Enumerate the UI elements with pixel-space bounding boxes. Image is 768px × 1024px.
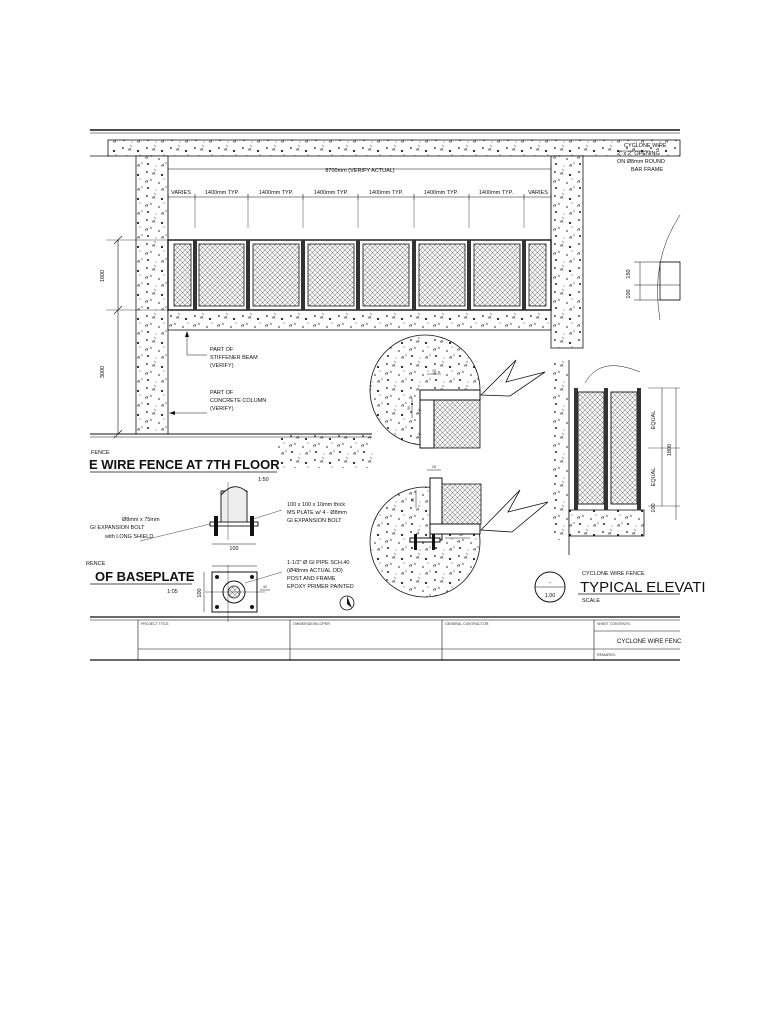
note-line: STIFFENER BEAM — [210, 355, 258, 361]
fence-height-dim: 1800 — [100, 269, 106, 283]
title-baseplate — [86, 561, 195, 595]
note-concrete-column — [210, 390, 268, 412]
note-ms-plate — [287, 502, 348, 524]
detail-bubble-top — [370, 335, 545, 448]
note-line: with LONG SHIELD — [105, 534, 154, 540]
equal-dim: EQUAL — [651, 467, 657, 487]
fence-post — [301, 240, 305, 310]
concrete-column-left — [136, 156, 168, 434]
title-block-label: PROJECT TITLE: — [141, 622, 170, 626]
title-prefix: CYCLONE WIRE FENCE — [582, 571, 645, 577]
plate-width-dim: 100 — [229, 546, 239, 552]
concrete-slab-bottom — [278, 434, 373, 468]
mesh-panel — [529, 244, 546, 306]
note-line: (VERIFY) — [210, 406, 234, 412]
north-arrow-icon — [340, 596, 354, 610]
title-typical-elevation — [535, 571, 706, 604]
segment-label: 1400mm TYP. — [313, 190, 349, 196]
note-line: 100 x 100 x 10mm thick — [287, 502, 346, 508]
detail-dim: 50 — [411, 498, 415, 502]
note-line: 1-1/2" Ø GI PIPE SCH.40 — [287, 560, 350, 566]
detail-dim: 30 — [459, 533, 463, 537]
note-line: 2" x 2" OPENING — [617, 151, 660, 157]
bubble-top: - — [549, 580, 551, 586]
note-line: CYCLONE WIRE — [624, 143, 667, 149]
segment-label: 1400mm TYP. — [204, 190, 240, 196]
side-dim-100: 100 — [626, 289, 632, 299]
title-fence-7th-floor — [89, 450, 280, 483]
segment-label: 1400mm TYP. — [423, 190, 459, 196]
drawing-scale: 1:50 — [258, 477, 269, 483]
segment-label: 1400mm TYP. — [478, 190, 514, 196]
detail-dim: 25 — [432, 465, 436, 469]
fence-post — [522, 240, 526, 310]
title-block-label: GENERAL CONTRACTOR: — [445, 622, 490, 626]
plate-height-dim: 100 — [197, 588, 203, 598]
note-line: BAR FRAME — [631, 167, 664, 173]
fence-panels — [168, 240, 551, 310]
segment-label: VARIES — [528, 190, 548, 196]
mesh-panel — [253, 244, 299, 306]
mesh-panel — [474, 244, 520, 306]
mesh-panel — [578, 392, 604, 504]
title-prefix: FENCE — [91, 450, 110, 456]
detail-dim: 50 — [407, 406, 411, 410]
bubble-bottom: 1.00 — [544, 593, 556, 599]
title-block-label: OWNER/DEVELOPER: — [293, 622, 331, 626]
dimension-extension-lines — [195, 200, 524, 228]
detail-bubble-bottom — [370, 465, 548, 597]
sheet-name: CYCLONE WIRE FENC — [617, 639, 682, 645]
note-line: Ø8mm x 75mm — [122, 517, 160, 523]
equal-dim: EQUAL — [651, 410, 657, 430]
drawing-title: E WIRE FENCE AT 7TH FLOOR — [89, 457, 280, 472]
fence-post — [412, 240, 416, 310]
fence-post — [356, 240, 360, 310]
segment-label: 1400mm TYP. — [258, 190, 294, 196]
mesh-panel — [199, 244, 244, 306]
concrete-slab-top — [108, 140, 680, 156]
drawing-title: TYPICAL ELEVATI — [580, 579, 706, 596]
segment-label: VARIES — [171, 190, 191, 196]
elevation-base-dim: 100 — [651, 503, 657, 513]
note-line: GI EXPANSION BOLT — [90, 525, 145, 531]
note-line: GI EXPANSION BOLT — [287, 518, 342, 524]
note-line: CONCRETE COLUMN — [210, 398, 267, 404]
detail-dim: 25 — [432, 369, 436, 373]
elevation-height-dim: 1800 — [667, 443, 673, 457]
fence-post — [193, 240, 197, 310]
drawing-title: OF BASEPLATE — [95, 569, 195, 584]
baseplate-detail — [90, 482, 354, 622]
note-stiffener-beam — [210, 347, 259, 369]
fence-post — [467, 240, 471, 310]
title-block — [90, 617, 682, 660]
mesh-panel — [419, 244, 465, 306]
mesh-panel — [308, 244, 354, 306]
wall-height-dim: 3000 — [100, 365, 106, 379]
fence-post — [246, 240, 250, 310]
stiffener-beam — [168, 310, 551, 330]
note-line: (VERIFY) — [210, 363, 234, 369]
mesh-panel — [611, 392, 637, 504]
typical-elevation — [553, 360, 680, 555]
note-line: EPOXY PRIMER PAINTED — [287, 584, 354, 590]
title-block-label: SHEET CONTENTS: — [597, 622, 631, 626]
side-dim-150: 150 — [626, 269, 632, 279]
note-expansion-bolt — [90, 517, 161, 540]
drawing-scale: 1:05 — [167, 589, 178, 595]
note-line: ON Ø8mm ROUND — [617, 159, 665, 165]
overall-dimension: 8700mm (VERIFY ACTUAL) — [325, 168, 395, 174]
note-cyclone-wire — [617, 143, 668, 173]
note-line: PART OF — [210, 390, 234, 396]
mesh-panel — [363, 244, 409, 306]
mesh-panel — [174, 244, 191, 306]
note-line: PART OF — [210, 347, 234, 353]
segment-label: 1400mm TYP. — [368, 190, 404, 196]
scale-label: SCALE — [582, 598, 601, 604]
note-gi-pipe — [287, 560, 354, 590]
title-prefix: RENCE — [86, 561, 106, 567]
title-block-label: REMARKS: — [597, 653, 616, 657]
note-line: MS PLATE w/ 4 - Ø8mm — [287, 510, 347, 516]
bolt-center-dim: 40 — [263, 585, 267, 589]
note-line: (Ø48mm ACTUAL OD) — [287, 568, 343, 574]
concrete-column-right — [551, 156, 583, 348]
note-line: POST AND FRAME — [287, 576, 336, 582]
